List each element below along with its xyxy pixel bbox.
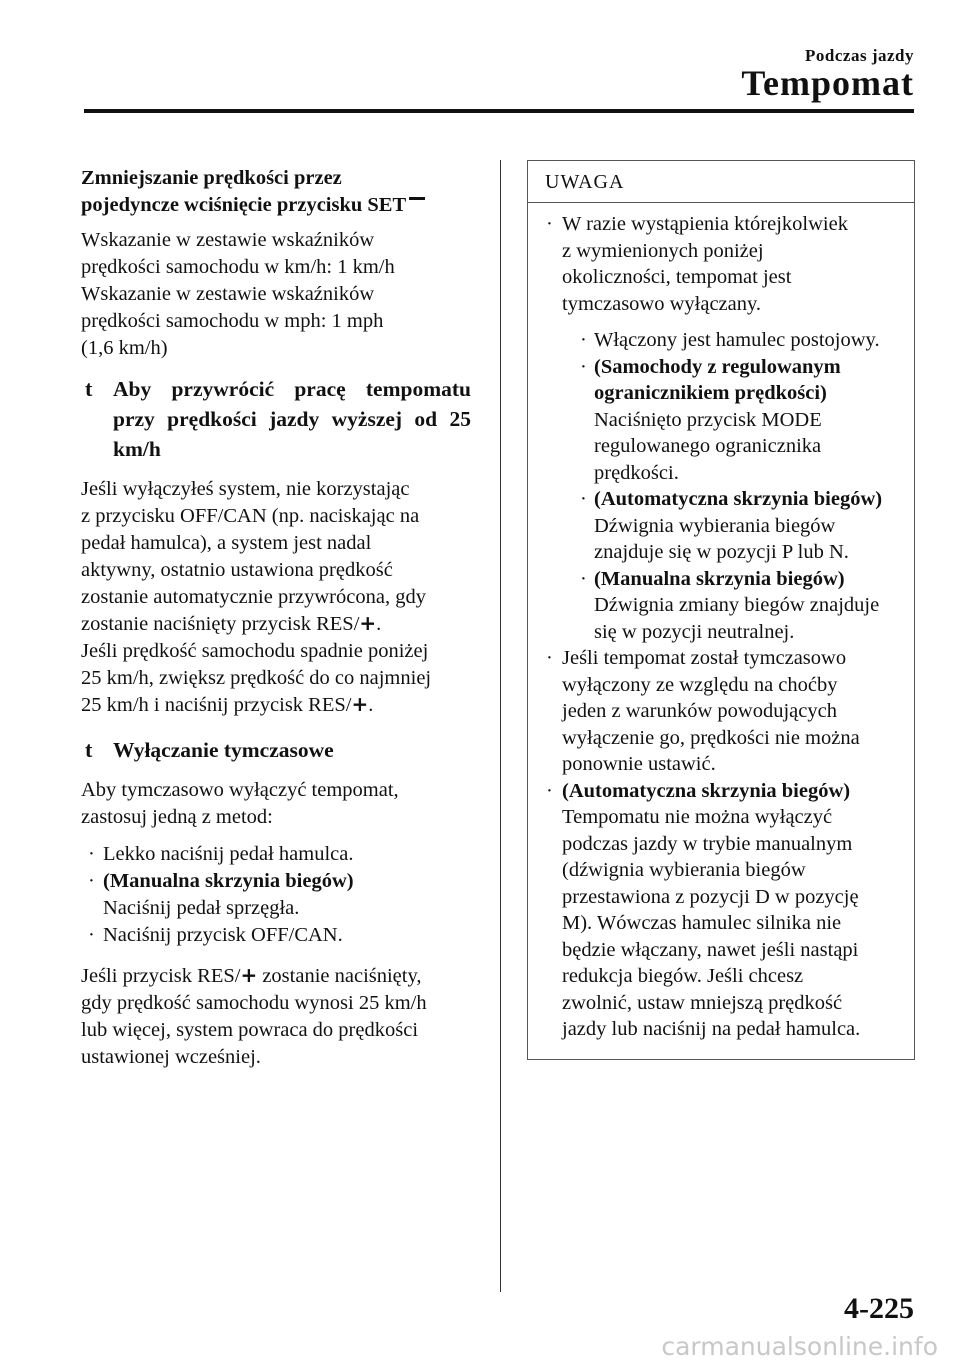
chapter-title: Tempomat xyxy=(741,63,914,103)
text-line: Aby tymczasowo wyłączyć tempomat, xyxy=(81,779,399,801)
text-line: wyłączony ze względu na choćby xyxy=(562,673,838,696)
text-line: jeden z warunków powodujących xyxy=(562,700,837,722)
resume-speed-text xyxy=(81,476,471,719)
cancel-heading-text: Wyłączanie tymczasowe xyxy=(113,738,334,762)
bullet-icon: · xyxy=(546,647,553,669)
list-item-bold: (Manualna skrzynia biegów) xyxy=(103,870,354,892)
text-line: okoliczności, tempomat jest xyxy=(562,266,792,288)
text-line: podczas jazdy w trybie manualnym xyxy=(562,832,853,855)
text-line: zwolnić, ustaw mniejszą prędkość xyxy=(562,991,843,1014)
text-line: 25 km/h, zwiększ prędkość do co najmniej xyxy=(81,667,432,689)
text-line: się w pozycji neutralnej. xyxy=(594,620,795,643)
list-item-bold: (Automatyczna skrzynia biegów) xyxy=(594,488,883,510)
bullet-icon: · xyxy=(546,779,553,802)
text-line: M). Wówczas hamulec silnika nie xyxy=(562,912,842,934)
list-item xyxy=(81,922,471,949)
bullet-icon: · xyxy=(580,329,587,351)
bullet-icon: · xyxy=(546,213,553,235)
text-line: . xyxy=(376,613,382,635)
list-item xyxy=(81,841,471,868)
reduce-heading-line1: Zmniejszanie prędkości przez xyxy=(81,167,342,189)
note-box xyxy=(527,160,915,1060)
text-line: z wymienionych poniżej xyxy=(562,239,764,262)
list-item xyxy=(542,354,904,487)
text-line: zastosuj jedną z metod: xyxy=(81,806,273,828)
text-line: (dźwignia wybierania biegów xyxy=(562,859,806,881)
section-label: Podczas jazdy xyxy=(805,46,914,65)
list-item xyxy=(542,486,904,566)
list-item-text: Lekko naciśnij pedał hamulca. xyxy=(103,843,354,865)
temporary-cancel-heading xyxy=(81,735,471,765)
plus-icon: + xyxy=(359,611,377,635)
section-marker-icon: t xyxy=(85,376,93,401)
list-item xyxy=(81,868,471,922)
bullet-icon: · xyxy=(580,488,587,510)
text-line: 25 km/h i naciśnij przycisk RES/ xyxy=(81,694,352,716)
text-line: Tempomatu nie można wyłączyć xyxy=(562,806,833,828)
list-item xyxy=(542,211,904,317)
section-marker-icon: t xyxy=(85,737,93,762)
text-line: wyłączenie go, prędkości nie można xyxy=(562,726,860,749)
text-line: przestawiona z pozycji D w pozycję xyxy=(562,885,859,908)
watermark: carmanualsonline.info xyxy=(661,1332,938,1361)
reduce-speed-text xyxy=(81,227,471,362)
text-line: ustawionej wcześniej. xyxy=(81,1046,261,1068)
text-line: Dźwignia wybierania biegów xyxy=(594,514,836,537)
note-title: UWAGA xyxy=(528,161,914,203)
text-line: Jeśli tempomat został tymczasowo xyxy=(562,647,847,669)
text-line: regulowanego ogranicznika xyxy=(594,435,822,457)
resume-speed-heading xyxy=(81,374,471,464)
text-line: Wskazanie w zestawie wskaźników xyxy=(81,229,375,251)
text-line: Wskazanie w zestawie wskaźników xyxy=(81,283,375,305)
text-line: prędkości samochodu w km/h: 1 km/h xyxy=(81,256,395,278)
bullet-icon: · xyxy=(88,843,95,865)
text-line: Dźwignia zmiany biegów znajduje xyxy=(594,594,880,616)
text-line: zostanie naciśnięty przycisk RES/ xyxy=(81,613,360,635)
text-line: tymczasowo wyłączany. xyxy=(562,292,762,315)
text-line: prędkości. xyxy=(594,461,679,484)
list-item-bold: (Automatyczna skrzynia biegów) xyxy=(562,779,851,802)
list-item xyxy=(542,327,904,354)
text-line: aktywny, ostatnio ustawiona prędkość xyxy=(81,559,393,581)
left-column xyxy=(81,165,471,1071)
minus-icon xyxy=(409,197,425,200)
list-item xyxy=(542,566,904,646)
page-number: 4-225 xyxy=(844,1292,914,1325)
list-item xyxy=(542,645,904,778)
list-item xyxy=(542,778,904,1043)
bullet-icon: · xyxy=(580,355,587,378)
text-line: ponownie ustawić. xyxy=(562,753,716,775)
text-line: gdy prędkość samochodu wynosi 25 km/h xyxy=(81,992,427,1014)
text-line: zostanie naciśnięty, xyxy=(257,965,422,987)
text-line: Jeśli przycisk RES/ xyxy=(81,965,241,987)
list-item-text: Naciśnij pedał sprzęgła. xyxy=(103,897,300,919)
plus-icon: + xyxy=(240,963,258,987)
cancel-intro xyxy=(81,777,471,831)
list-item-bold: ogranicznikiem prędkości) xyxy=(594,382,827,404)
list-item-bold: (Manualna skrzynia biegów) xyxy=(594,567,845,590)
text-line: Jeśli wyłączyłeś system, nie korzystając xyxy=(81,478,410,500)
text-line: (1,6 km/h) xyxy=(81,337,168,359)
plus-icon: + xyxy=(351,692,369,716)
text-line: lub więcej, system powraca do prędkości xyxy=(81,1019,419,1041)
header-rule xyxy=(84,109,914,113)
reduce-heading-line2: pojedyncze wciśnięcie przycisku SET xyxy=(81,194,407,216)
bullet-icon: · xyxy=(580,567,587,590)
text-line: znajduje się w pozycji P lub N. xyxy=(594,541,849,563)
list-item-bold: (Samochody z regulowanym xyxy=(594,355,841,378)
text-line: zostanie automatycznie przywrócona, gdy xyxy=(81,586,426,608)
column-divider xyxy=(500,160,501,1292)
text-line: prędkości samochodu w mph: 1 mph xyxy=(81,310,384,332)
text-line: redukcja biegów. Jeśli chcesz xyxy=(562,965,804,987)
reduce-speed-heading xyxy=(81,165,471,219)
note-body xyxy=(528,203,914,1043)
text-line: W razie wystąpienia którejkolwiek xyxy=(562,213,848,235)
text-line: . xyxy=(368,694,374,716)
text-line: z przycisku OFF/CAN (np. naciskając na xyxy=(81,505,420,527)
text-line: będzie włączany, nawet jeśli nastąpi xyxy=(562,938,859,961)
text-line: jazdy lub naciśnij na pedał hamulca. xyxy=(562,1018,861,1040)
list-item-text: Naciśnij przycisk OFF/CAN. xyxy=(103,924,343,946)
bullet-icon: · xyxy=(88,870,95,892)
resume-after-cancel-text xyxy=(81,963,471,1071)
text-line: Jeśli prędkość samochodu spadnie poniżej xyxy=(81,640,429,662)
text-line: Naciśnięto przycisk MODE xyxy=(594,408,822,431)
text-line: pedał hamulca), a system jest nadal xyxy=(81,532,372,554)
bullet-icon: · xyxy=(88,924,95,946)
resume-heading-text: Aby przywrócić pracę tempomatu przy prędkości jazdy wyższej od 25 km/h xyxy=(113,377,471,461)
text-line: Włączony jest hamulec postojowy. xyxy=(594,329,880,351)
